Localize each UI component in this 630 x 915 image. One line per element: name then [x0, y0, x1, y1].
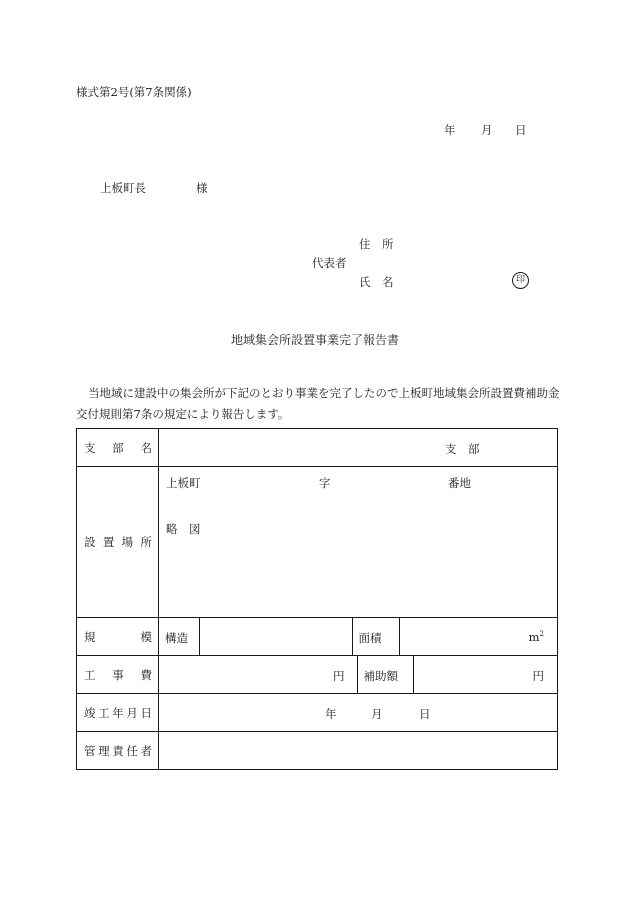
representative-label: 代表者 — [312, 256, 347, 270]
date-month: 月 — [481, 123, 493, 137]
manager-row — [77, 732, 558, 770]
location-value-cell[interactable] — [159, 467, 558, 618]
label-char: 規 — [84, 629, 96, 644]
subsidy-label: 補助額 — [363, 669, 398, 683]
date-day: 日 — [515, 123, 527, 137]
branch-label — [84, 440, 152, 456]
location-map-label: 略 図 — [166, 522, 201, 536]
completion-value-cell[interactable] — [159, 694, 558, 732]
area-unit: $m^2$ — [528, 630, 544, 644]
label-char: 理 — [98, 743, 110, 758]
label-char: 設 — [84, 535, 96, 549]
seal-mark: 印 — [512, 272, 529, 289]
label-char: 月 — [126, 705, 138, 720]
subsidy-amount-cell[interactable] — [413, 656, 558, 693]
address-label: 住 所 — [359, 237, 394, 251]
form-number-label: 様式第2号(第7条関係) — [76, 85, 192, 99]
scale-row — [77, 618, 558, 656]
completion-day: 日 — [419, 707, 431, 721]
label-char: 事 — [112, 667, 124, 682]
location-row — [77, 467, 558, 618]
addressee-suffix: 様 — [196, 181, 208, 195]
location-label — [84, 534, 152, 550]
location-aza: 字 — [319, 476, 331, 490]
label-char: 費 — [140, 667, 152, 682]
completion-label-cell — [77, 694, 159, 732]
label-char: 者 — [140, 743, 152, 758]
completion-month: 月 — [371, 707, 383, 721]
label-char: 任 — [126, 743, 138, 758]
manager-label — [84, 743, 152, 759]
area-value-cell[interactable] — [399, 618, 558, 655]
branch-suffix: 支 部 — [445, 442, 480, 456]
cost-label — [84, 667, 152, 683]
date-year: 年 — [444, 123, 456, 137]
document-title: 地域集会所設置事業完了報告書 — [230, 333, 399, 347]
label-char: 支 — [84, 440, 96, 455]
branch-row — [77, 429, 558, 467]
completion-row — [77, 694, 558, 732]
structure-label: 構造 — [165, 631, 188, 645]
cost-yen: 円 — [333, 669, 345, 683]
subsidy-label-cell — [357, 656, 413, 693]
subsidy-yen: 円 — [532, 669, 544, 683]
manager-value-cell[interactable] — [159, 732, 558, 770]
label-char: 場 — [121, 535, 134, 549]
branch-value-cell[interactable] — [159, 429, 558, 467]
label-char: 名 — [140, 440, 152, 455]
label-char: 工 — [84, 667, 96, 682]
manager-label-cell — [77, 732, 159, 770]
branch-label-cell — [77, 429, 159, 467]
label-char: 管 — [84, 743, 96, 758]
label-char: 年 — [112, 705, 124, 720]
structure-label-cell — [159, 618, 199, 655]
label-char: 置 — [102, 535, 115, 549]
area-label: 面積 — [358, 631, 382, 645]
cost-amount-cell[interactable] — [159, 656, 357, 693]
cost-value-cell — [159, 656, 558, 694]
body-text: 当地域に建設中の集会所が下記のとおり事業を完了したので上板町地域集会所設置費補助金交付規則第7条の規定により報告します。 — [76, 386, 560, 421]
location-town: 上板町 — [166, 476, 201, 490]
name-label: 氏 名 — [359, 275, 394, 289]
label-char: 模 — [140, 629, 152, 644]
cost-label-cell — [77, 656, 159, 694]
label-char: 所 — [140, 535, 152, 549]
addressee-name: 上板町長 — [100, 181, 146, 195]
label-char: 部 — [112, 440, 124, 455]
label-char: 竣 — [84, 705, 96, 720]
cost-row — [77, 656, 558, 694]
area-label-cell — [352, 618, 399, 655]
label-char: 日 — [140, 705, 152, 720]
report-table — [76, 428, 558, 770]
completion-label — [84, 705, 152, 721]
scale-value-cell — [159, 618, 558, 656]
scale-sub-table — [159, 618, 558, 655]
label-char: 責 — [112, 743, 124, 758]
scale-label — [84, 629, 152, 645]
structure-value-cell[interactable] — [199, 618, 352, 655]
location-label-cell — [77, 467, 159, 618]
cost-sub-table — [159, 656, 558, 693]
label-char: 工 — [98, 705, 110, 720]
scale-label-cell — [77, 618, 159, 656]
completion-year: 年 — [325, 707, 337, 721]
location-banchi: 番地 — [448, 476, 471, 490]
